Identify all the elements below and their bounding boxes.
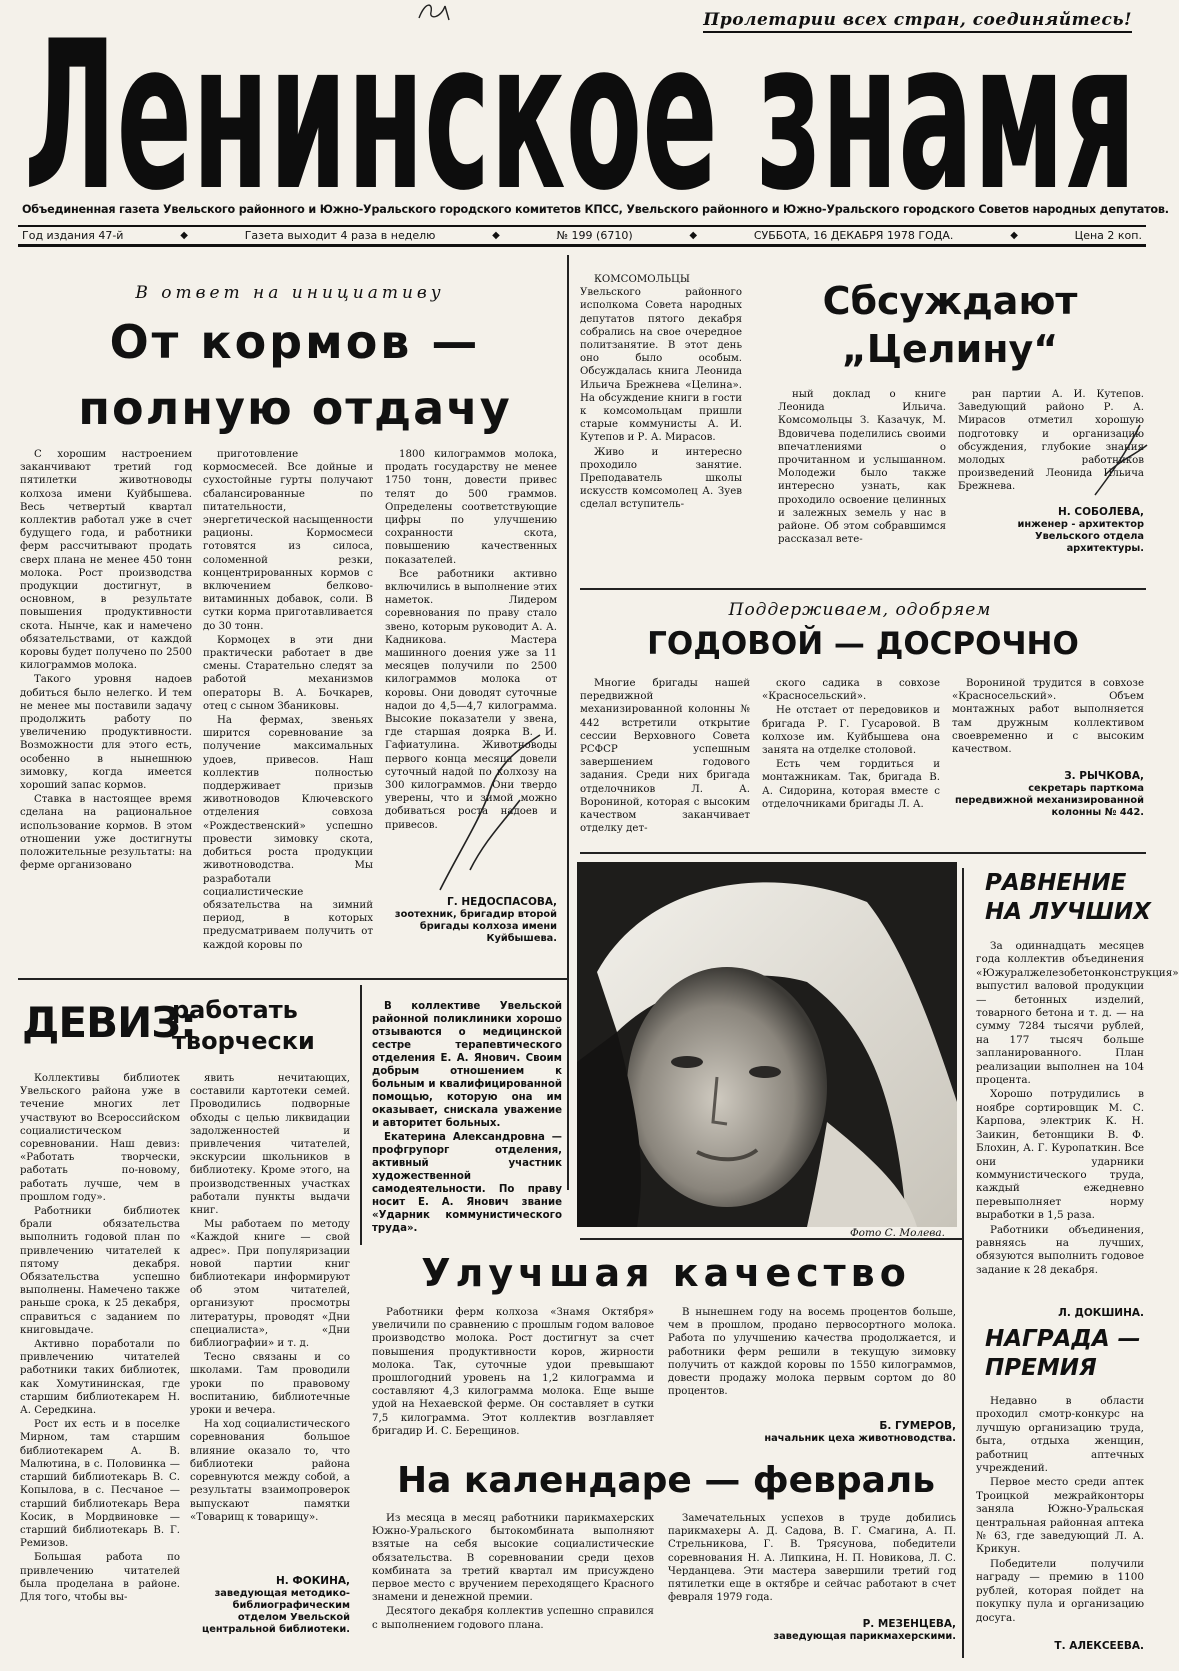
article1-signature: Г. НЕДОСПАСОВА, зоотехник, бригадир второй бригады колхоза имени Куйбышева. [394, 896, 557, 944]
diamond-icon: ◆ [689, 230, 698, 241]
article1-column3: 1800 килограммов молока, продать государству не менее 1750 тонн, довести привес телят до 500 граммов. Определены соответствующие цифры по улучшению сохранности скота, повышению качественных показателей. Все работники активно включились в выполнение этих наметок. Лидером соревнования по праву стало звено, которым руководит А. А. Кадникова. Мастера машинного доения уже за 11 месяцев получили по 2500 килограммов молока от коровы. Они доводят суточные надои до 4,5—4,7 килограмма. Высокие показатели у звена, где старшая доярка В. И. Гафиатулина. Животноводы первого конца месяца довели суточный надой по колхозу на 300 килограммов. Они твердо уверены, что и зимой можно добиваться роста надоев и привесов. [385, 449, 557, 831]
article4-title-line2: творчески [172, 1027, 315, 1055]
article3-column3: Ворониной трудится в совхозе «Красносельский». Объем монтажных работ выполняется там дружным коллективом своевременно и с высоким качеством. [952, 678, 1144, 756]
column-rule [962, 868, 964, 1658]
article9-title-line2: ПРЕМИЯ [985, 1355, 1097, 1381]
article1-title-line2: полную отдачу [78, 381, 512, 435]
article7-title: На календаре — февраль [396, 1460, 936, 1501]
section-rule [580, 852, 1146, 854]
article6-signature: Б. ГУМЕРОВ, начальник цеха животноводства. [764, 1420, 956, 1444]
article4-title-big: ДЕВИЗ: [22, 998, 196, 1047]
article7-column2: Замечательных успехов в труде добились парикмахеры А. Д. Садова, В. Г. Смагина, А. П. Стрельникова, Г. В. Трясунова, победители соревнования Н. А. Липкина, Н. П. Новикова, Л. С. Черданцева. Эти мастера завершили третий год пятилетки еще в октябре и сейчас работают в счет февраля 1979 года. [668, 1513, 956, 1604]
article6-column2: В нынешнем году на восемь процентов больше, чем в прошлом, продано первосортного молока. Работа по улучшению качества продолжается, и работники ферм решили в текущую зимовку получить от каждой коровы по 1550 килограммов, довести продажу молока первым сортом до 80 процентов. [668, 1307, 956, 1398]
article3-kicker: Поддерживаем, одобряем [728, 600, 992, 620]
issue-info-bar [18, 225, 1146, 247]
article6-title: Улучшая качество [421, 1251, 911, 1295]
diamond-icon: ◆ [1010, 230, 1018, 241]
section-rule [580, 588, 1146, 590]
issue-year: Год издания 47-й [22, 229, 124, 242]
issue-price: Цена 2 коп. [1074, 229, 1142, 242]
nurse-portrait-photo [577, 862, 957, 1227]
handwritten-annotation [1085, 415, 1155, 505]
article5-text: В коллективе Увельской районной поликлиники хорошо отзываются о медицинской сестре терапевтического отделения Е. А. Янович. Своим добрым отношением к больным и квалифицированной помощью, которую она им оказывает, снискала уважение и авторитет больных. Екатерина Александровна — профгрупорг отделения, активный участник художественной самодеятельности. По праву носит Е. А. Янович звание «Ударник коммунистического труда». [372, 1001, 562, 1234]
article7-column1: Из месяца в месяц работники парикмахерских Южно-Уральского бытокомбината выполняют взятые на себя высокие социалистические обязательства. В соревновании среди цехов комбината за третий квартал им присуждено первое место с вручением переходящего Красного знамени и денежной премии. Десятого декабря коллектив успешно справился с выполнением годового плана. [372, 1513, 654, 1631]
article2-column3: ран партии А. И. Кутепов. Заведующий районо Р. А. Мирасов отметил хорошую подготовку и организацию обсуждения, глубокие знания молодых работников произведений Леонида Ильича Брежнева. [958, 389, 1144, 493]
article3-signature: З. РЫЧКОВА, секретарь парткома передвижной механизированной колонны № 442. [954, 770, 1144, 818]
article4-column2: явить нечитающих, составили картотеки семей. Проводились подворные обходы с целью ликвидации задолженностей и привлечения читателей, экскурсии школьников в библиотеку. Кроме этого, на производственных участках работали пункты выдачи книг. Мы работаем по методу «Каждой книге — свой адрес». При популяризации новой партии книг библиотекари информируют об этом читателей, организуют просмотры литературы, проводят «Дни специалиста», «Дни библиографии» и т. д. Тесно связаны и со школами. Там проводили уроки по правовому воспитанию, библиотечные уроки и вечера. На ход социалистического соревнования большое влияние оказало то, что библиотеки района соревнуются между собой, а результаты взаимопроверок выпускают памятки «Товарищ к товарищу». [190, 1073, 350, 1523]
article7-signature: Р. МЕЗЕНЦЕВА, заведующая парикмахерскими. [773, 1618, 956, 1642]
column-rule [567, 255, 569, 1190]
article8-title-line2: НА ЛУЧШИХ [985, 899, 1151, 925]
article2-signature: Н. СОБОЛЕВА, инженер - архитектор Увельского отдела архитектуры. [1017, 506, 1144, 554]
article2-title-line1: Сбсуждают [822, 279, 1078, 323]
article3-column1: Многие бригады нашей передвижной механизированной колонны № 442 встретили открытие сессии Верховного Совета РСФСР успешным завершением годового задания. Среди них бригада отделочников Л. А. Ворониной, которая с высоким качеством заканчивает отделку дет- [580, 678, 750, 835]
article4-column1: Коллективы библиотек Увельского района уже в течение многих лет участвуют во Всероссийском социалистическом соревновании. Наш девиз: «Работать творчески, работать по-новому, работать лучше, чем в прошлом году». Работники библиотек брали обязательства выполнить годовой план по привлечению читателей к пятому декабря. Обязательства успешно выполнены. Намечено также раньше срока, к 25 декабря, справиться с заданием по книговыдаче. Активно поработали по привлечению читателей работники таких библиотек, как Хомутининская, где старшим библиотекарем Н. А. Середкина. Рост их есть и в поселке Мирном, там старшим библиотекарем А. В. Малютина, в с. Половинка — старший библиотекарь В. С. Копылова, в с. Песчаное — старший библиотекарь Вера Косик, в Мордвиновке — старший библиотекарь В. Г. Ремизов. Большая работа по привлечению читателей была проделана в районе. Для того, чтобы вы- [20, 1073, 180, 1603]
masthead-title: Ленинское знамя [24, 0, 1136, 236]
article9-title-line1: НАГРАДА — [985, 1326, 1141, 1352]
article1-column1: С хорошим настроением заканчивают третий год пятилетки животноводы колхоза имени Куйбышева. Весь четвертый квартал коллектив работал уже в счет будущего года, и работники ферм рассчитывают продать сверх плана не менее 450 тонн молока. Рост производства продукции достигнут, в основном, в результате повышения продуктивности скота. Нынче, как и намечено обязательствами, от каждой коровы будет получено по 2500 килограммов молока. Такого уровня надоев добиться было нелегко. И тем не менее мы поставили задачу продолжить работу по увеличению продуктивности. Возможности для этого есть, особенно в нынешнюю зимовку, когда имеется хороший запас кормов. Ставка в настоящее время сделана на рациональное использование кормов. В этом отношении уже достигнуты положительные результаты: на ферме организовано [20, 449, 192, 872]
article1-title-line1: От кормов — [109, 315, 481, 369]
article8-title-line1: РАВНЕНИЕ [985, 870, 1127, 896]
issue-number: № 199 (6710) [556, 229, 633, 242]
article2-column2: ный доклад о книге Леонида Ильича. Комсомольцы З. Казачук, М. Вдовичева поделились своими впечатлениями о прочитанном и услышанном. Молодежи было также интересно узнать, как проходило освоение целинных и залежных земель у нас в районе. Об этом собравшимся рассказал вете- [778, 389, 946, 546]
article3-title: ГОДОВОЙ — ДОСРОЧНО [647, 626, 1079, 662]
article2-title-line2: „Целину“ [841, 327, 1059, 371]
section-rule [18, 978, 568, 980]
article4-signature: Н. ФОКИНА, заведующая методико-библиографическим отделом Увельской центральной библиотеки. [202, 1575, 350, 1635]
diamond-icon: ◆ [492, 230, 500, 241]
article9-text: Недавно в области проходил смотр-конкурс на лучшую организацию труда, быта, отдыха женщин, работниц аптечных учреждений. Первое место среди аптек Троицкой межрайконторы заняла Южно-Уральская центральная районная аптека № 63, где заведующий Л. А. Крикун. Победители получили награду — премию в 1100 рублей, которая пойдет на покупку пула и организацию досуга. [976, 1395, 1144, 1624]
article3-column2: ского садика в совхозе «Красносельский». Не отстает от передовиков и бригада Р. Г. Гусаровой. В колхозе им. Куйбышева она занята на отделке столовой. Есть чем гордиться и монтажникам. Так, бригада В. А. Сидорина, которая вместе с отделочниками бригады Л. А. [762, 678, 940, 810]
article4-title-line1: работать [172, 996, 298, 1024]
article1-column2: приготовление кормосмесей. Все дойные и сухостойные гурты получают сбалансированные по питательности, энергетической насыщенности рационы. Кормосмеси готовятся из силоса, соломенной резки, концентрированных кормов с включением белково-витаминных добавок, соли. В сутки корма приготавливается до 30 тонн. Кормоцех в эти дни практически работает в две смены. Старательно следят за работой механизмов операторы В. А. Бочкарев, отец с сыном Збаниковы. На фермах, звеньях ширится соревнование за получение максимальных удоев, привесов. Наш коллектив полностью поддерживает призыв животноводов Ключевского отделения совхоза «Рождественский» успешно провести зимовку скота, добиться роста продукции животноводства. Мы разработали социалистические обязательства на зимний период, в которых предусматриваем получить от каждой коровы по [203, 449, 373, 951]
issue-date: СУББОТА, 16 ДЕКАБРЯ 1978 ГОДА. [753, 229, 954, 242]
handwritten-annotation [430, 730, 550, 900]
article9-signature: Т. АЛЕКСЕЕВА. [1054, 1640, 1144, 1652]
issue-frequency: Газета выходит 4 раза в неделю [244, 229, 436, 242]
article2-column1: КОМСОМОЛЬЦЫ Увельского районного исполкома Совета народных депутатов пятого декабря собрались на свое очередное политзанятие. В этот день оно было особым. Обсуждалась книга Леонида Ильича Брежнева «Целина». На обсуждение книги в гости к комсомольцам пришли старые коммунисты А. И. Кутепов и Р. А. Мирасов. Живо и интересно проходило занятие. Преподаватель школы искусств комсомолец А. Зуев сделал вступитель- [580, 274, 742, 511]
article8-text: За одиннадцать месяцев года коллектив объединения «Южуралжелезобетонконструкция» выпустил валовой продукции — бетонных изделий, товарного бетона и т. д. — на сумму 7284 тысячи рублей, на 177 тысяч больше запланированного. План реализации выполнен на 104 процента. Хорошо потрудились в ноябре сортировщик М. С. Карпова, электрик К. Н. Заикин, бетонщики В. Ф. Блохин, А. Г. Куропаткин. Все они ударники коммунистического труда, каждый ежедневно перевыполняет норму выработки в 1,5 раза. Работники объединения, равняясь на лучших, обязуются выполнить годовое задание к 28 декабря. [976, 940, 1179, 1276]
diamond-icon: ◆ [180, 230, 188, 241]
article8-signature: Л. ДОКШИНА. [1058, 1307, 1144, 1319]
masthead-subtitle: Объединенная газета Увельского районного и Южно-Уральского городского комитетов КПСС, Увельского районного и Южно-Уральского городского Советов народных депутатов. [22, 203, 1169, 216]
article6-column1: Работники ферм колхоза «Знамя Октября» увеличили по сравнению с прошлым годом валовое производство молока. Рост достигнут за счет повышения продуктивности коров, жирности молока. Так, суточные удои превышают прошлогодний уровень на 1,2 килограмма и составляют 4,3 килограмма молока. Еще выше удой на Нехаевской ферме. Он составляет в сутки 7,5 килограмма. Этот коллектив возглавляет бригадир И. С. Берещинов. [372, 1307, 654, 1437]
photo-caption: Фото С. Молева. [849, 1227, 945, 1239]
header-slogan: Пролетарии всех стран, соединяйтесь! [703, 10, 1132, 33]
article1-kicker: В ответ на инициативу [135, 283, 445, 303]
column-rule [360, 985, 362, 1245]
